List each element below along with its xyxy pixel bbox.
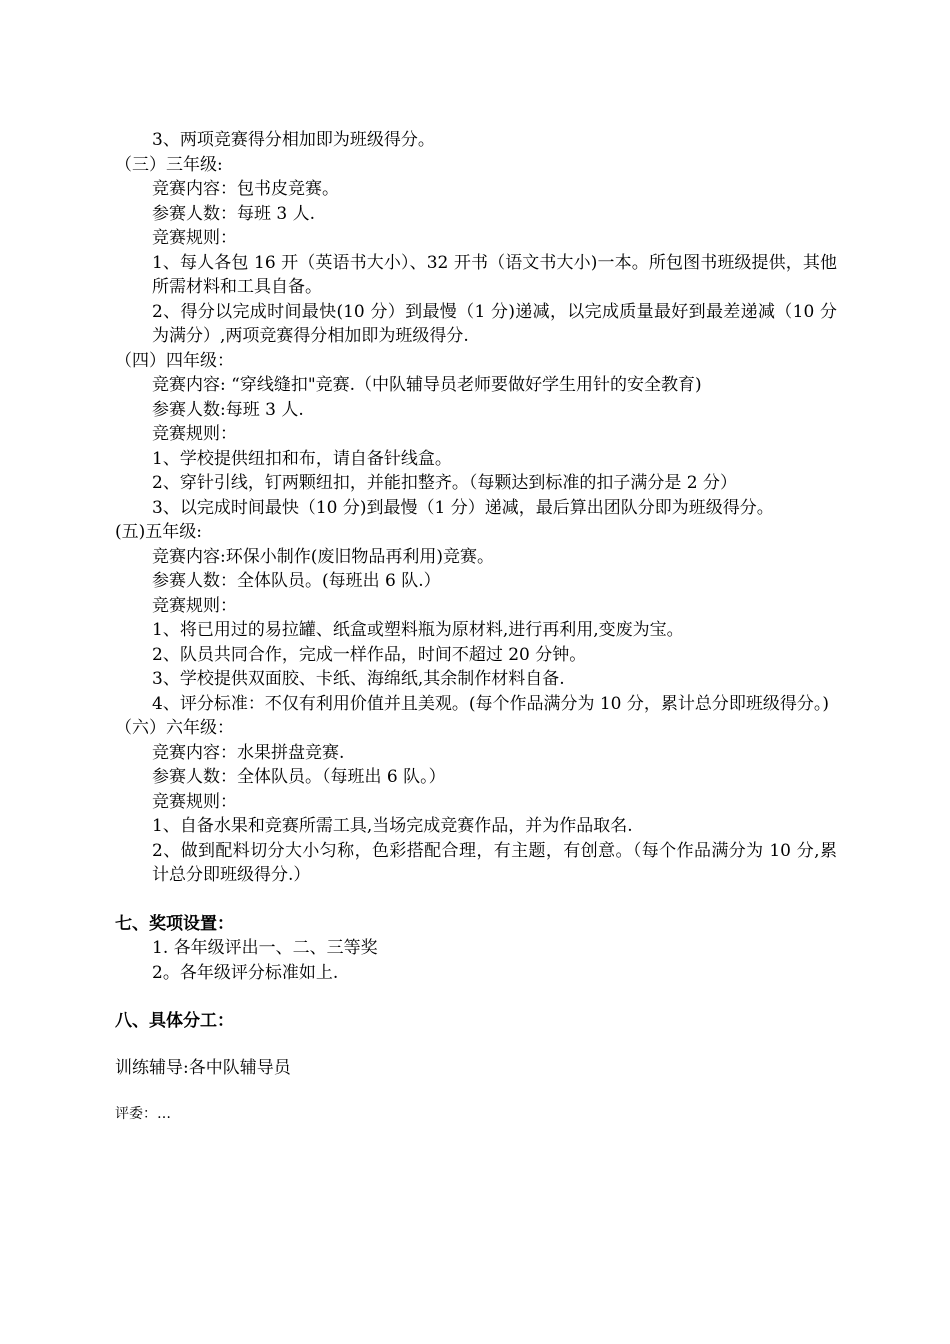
paragraph: 竞赛内容: “穿线缝扣"竞赛.（中队辅导员老师要做好学生用针的安全教育) [152, 375, 702, 395]
paragraph: 3、以完成时间最快（10 分)到最慢（1 分）递减，最后算出团队分即为班级得分。 [152, 497, 774, 518]
section-heading-awards: 七、奖项设置： [115, 913, 234, 934]
spacer [115, 1034, 837, 1056]
grade-heading: (五)五年级: [115, 522, 202, 542]
paragraph: 参赛人数：全体队员。(每班出 6 队.） [152, 571, 441, 591]
section-heading-division: 八、具体分工： [115, 1011, 234, 1031]
paragraph: 2、得分以完成时间最快(10 分）到最慢（1 分)递减，以完成质量最好到最差递减（10 分为满分）,两项竞赛得分相加即为班级得分. [152, 301, 837, 346]
paragraph: 4、评分标准：不仅有利用价值并且美观。(每个作品满分为 10 分，累计总分即班级得分。) [152, 693, 830, 714]
grade-heading: （六）六年级： [115, 718, 234, 738]
judges-line: 评委：… [115, 1106, 171, 1122]
paragraph: 2、做到配料切分大小匀称，色彩搭配合理，有主题，有创意。（每个作品满分为 10 分,累计总分即班级得分.） [152, 840, 837, 885]
training-line: 训练辅导:各中队辅导员 [115, 1057, 291, 1078]
paragraph: 竞赛规则： [152, 595, 237, 616]
paragraph: 竞赛规则： [152, 791, 237, 812]
document-body [115, 128, 837, 1127]
paragraph: 1、每人各包 16 开（英语书大小）、32 开书（语文书大小)一本。所包图书班级提供，其他所需材料和工具自备。 [152, 252, 837, 297]
paragraph: 参赛人数：全体队员。（每班出 6 队。） [152, 767, 446, 787]
paragraph: 竞赛内容：水果拼盘竞赛. [152, 742, 345, 763]
grade-heading: （三）三年级: [115, 154, 223, 175]
grade-heading: （四）四年级： [115, 350, 234, 371]
paragraph: 竞赛规则： [152, 424, 237, 444]
paragraph: 3、两项竞赛得分相加即为班级得分。 [152, 130, 435, 150]
award-item: 2。各年级评分标准如上. [152, 962, 339, 983]
paragraph: 2、队员共同合作，完成一样作品，时间不超过 20 分钟。 [152, 644, 587, 665]
paragraph: 1、自备水果和竞赛所需工具,当场完成竞赛作品，并为作品取名. [152, 816, 633, 836]
award-item: 1. 各年级评出一、二、三等奖 [152, 938, 378, 958]
paragraph: 1、学校提供纽扣和布，请自备针线盒。 [152, 448, 452, 469]
paragraph: 竞赛规则： [152, 228, 237, 248]
spacer [115, 888, 837, 912]
spacer [115, 985, 837, 1009]
paragraph: 参赛人数:每班 3 人. [152, 399, 304, 420]
paragraph: 竞赛内容:环保小制作(废旧物品再利用)竞赛。 [152, 546, 494, 567]
paragraph: 1、将已用过的易拉罐、纸盒或塑料瓶为原材料,进行再利用,变废为宝。 [152, 620, 684, 640]
paragraph: 3、学校提供双面胶、卡纸、海绵纸,其余制作材料自备. [152, 669, 565, 689]
paragraph: 参赛人数：每班 3 人. [152, 203, 316, 224]
paragraph: 2、穿针引线，钉两颗纽扣，并能扣整齐。（每颗达到标准的扣子满分是 2 分） [152, 473, 737, 493]
spacer [115, 1080, 837, 1102]
paragraph: 竞赛内容：包书皮竞赛。 [152, 179, 339, 199]
